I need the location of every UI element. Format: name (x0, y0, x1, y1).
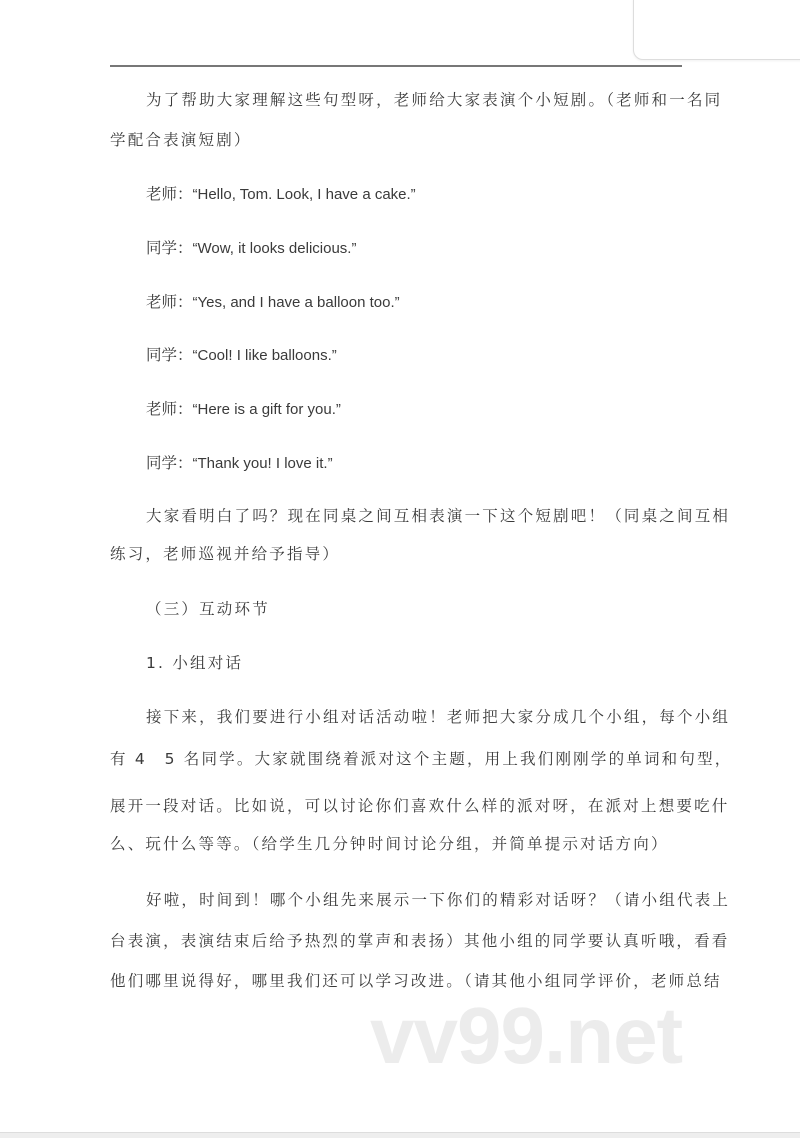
speaker: 同学： (146, 454, 193, 472)
paragraph-2-line: 练习，老师巡视并给予指导） (110, 545, 341, 563)
corner-panel (633, 0, 800, 60)
utterance: “Yes, and I have a balloon too.” (192, 294, 400, 311)
dialogue-line (146, 238, 356, 259)
paragraph-3-line: 有 4 5 名同学。大家就围绕着派对这个主题，用上我们刚刚学的单词和句型， (110, 750, 733, 768)
paragraph-1-line: 学配合表演短剧） (110, 131, 252, 149)
utterance: “Here is a gift for you.” (192, 401, 341, 418)
header-rule (110, 65, 682, 67)
paragraph-4-line: 他们哪里说得好，哪里我们还可以学习改进。（请其他小组同学评价，老师总结 (110, 972, 722, 990)
page-bottom-edge (0, 1132, 800, 1138)
section-heading: （三）互动环节 (146, 600, 270, 618)
paragraph-2-line: 大家看明白了吗？现在同桌之间互相表演一下这个短剧吧！（同桌之间互相 (146, 507, 731, 525)
utterance: “Thank you! I love it.” (192, 455, 333, 472)
dialogue-line (146, 345, 337, 366)
speaker: 老师： (146, 185, 193, 203)
utterance: “Hello, Tom. Look, I have a cake.” (192, 186, 416, 203)
subsection-heading: 1. 小组对话 (146, 654, 244, 672)
dialogue-line (146, 292, 400, 313)
speaker: 同学： (146, 346, 193, 364)
paragraph-1-line: 为了帮助大家理解这些句型呀，老师给大家表演个小短剧。（老师和一名同 (146, 91, 723, 109)
dialogue-line (146, 453, 333, 474)
utterance: “Cool! I like balloons.” (192, 347, 337, 364)
paragraph-4-line: 台表演，表演结束后给予热烈的掌声和表扬）其他小组的同学要认真听哦，看看 (110, 932, 730, 950)
speaker: 老师： (146, 293, 193, 311)
paragraph-3-line: 展开一段对话。比如说，可以讨论你们喜欢什么样的派对呀，在派对上想要吃什 (110, 797, 730, 815)
watermark: vv99.net (370, 991, 683, 1080)
speaker: 老师： (146, 400, 193, 418)
paragraph-3-line: 么、玩什么等等。（给学生几分钟时间讨论分组，并简单提示对话方向） (110, 835, 669, 853)
dialogue-line (146, 184, 416, 205)
speaker: 同学： (146, 239, 193, 257)
paragraph-3-line: 接下来，我们要进行小组对话活动啦！老师把大家分成几个小组，每个小组 (146, 708, 731, 726)
paragraph-4-line: 好啦，时间到！哪个小组先来展示一下你们的精彩对话呀？（请小组代表上 (146, 891, 731, 909)
dialogue-line (146, 399, 341, 420)
utterance: “Wow, it looks delicious.” (192, 240, 357, 257)
